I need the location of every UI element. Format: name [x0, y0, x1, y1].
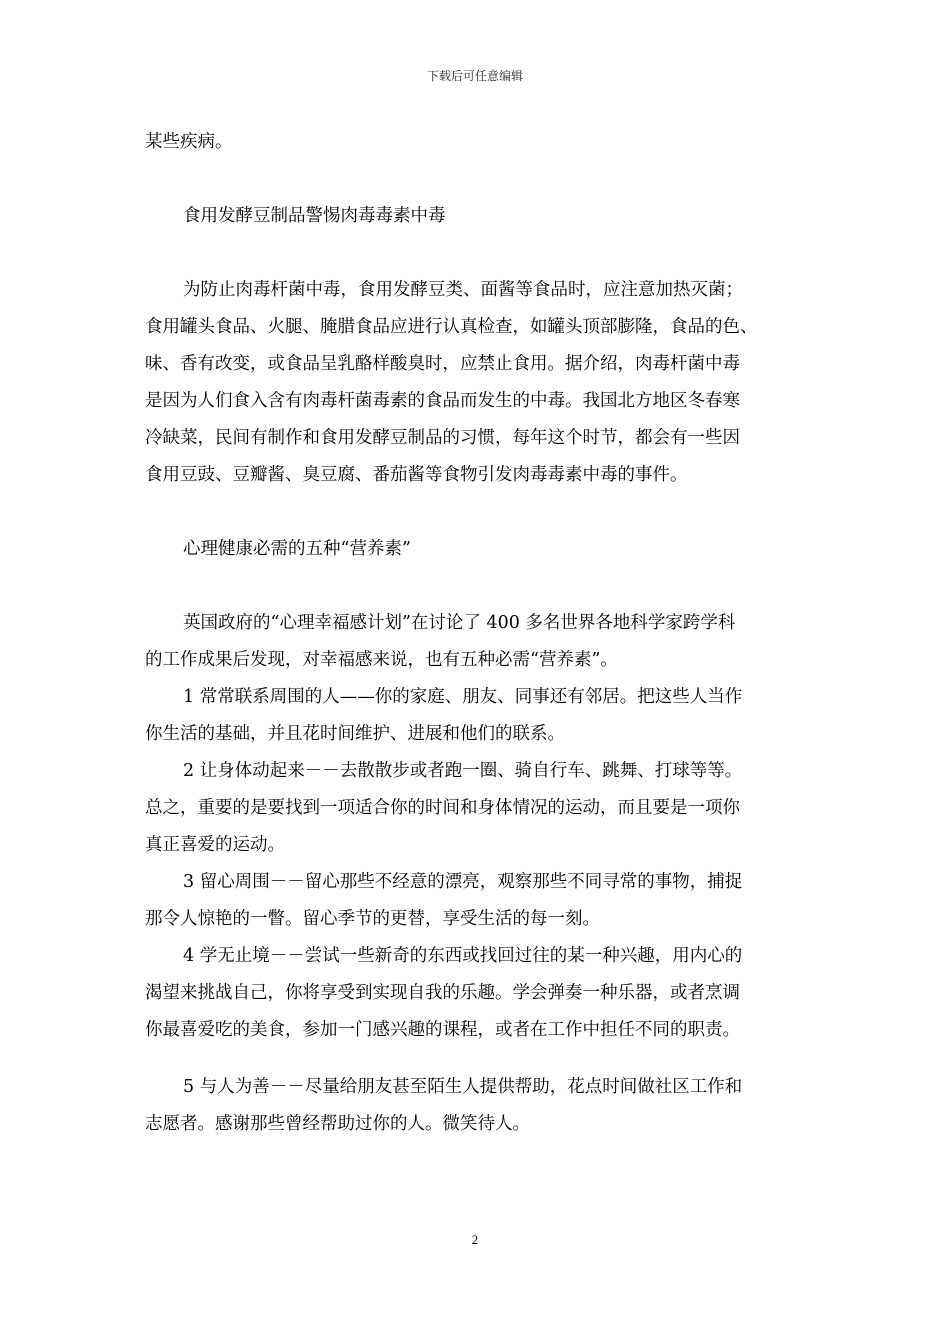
paragraph-line: 为防止肉毒杆菌中毒，食用发酵豆类、面酱等食品时，应注意加热灭菌； — [183, 280, 743, 300]
page-header: 下载后可任意编辑 — [426, 69, 523, 83]
paragraph-line: 英国政府的“心理幸福感计划”在讨论了 400 多名世界各地科学家跨学科 — [183, 613, 736, 633]
list-item-line: 5 与人为善－－尽量给朋友甚至陌生人提供帮助，花点时间做社区工作和 — [183, 1077, 743, 1097]
list-item-line: 1 常常联系周围的人——你的家庭、朋友、同事还有邻居。把这些人当作 — [183, 687, 743, 707]
section-heading: 食用发酵豆制品警惕肉毒毒素中毒 — [183, 206, 446, 226]
list-item-line: 2 让身体动起来－－去散散步或者跑一圈、骑自行车、跳舞、打球等等。 — [183, 761, 743, 781]
paragraph-line: 冷缺菜，民间有制作和食用发酵豆制品的习惯，每年这个时节，都会有一些因 — [145, 428, 740, 448]
paragraph-line: 的工作成果后发现，对幸福感来说，也有五种必需“营养素”。 — [145, 650, 618, 670]
paragraph-line: 是因为人们食入含有肉毒杆菌毒素的食品而发生的中毒。我国北方地区冬春寒 — [145, 391, 740, 411]
section-heading: 心理健康必需的五种“营养素” — [183, 539, 411, 559]
list-item-line: 真正喜爱的运动。 — [145, 835, 285, 855]
text-line: 某些疾病。 — [145, 132, 233, 152]
list-item-line: 4 学无止境－－尝试一些新奇的东西或找回过往的某一种兴趣，用内心的 — [183, 946, 743, 966]
paragraph-line: 食用罐头食品、火腿、腌腊食品应进行认真检查，如罐头顶部膨隆，食品的色、 — [145, 317, 758, 337]
list-item-line: 你最喜爱吃的美食，参加一门感兴趣的课程，或者在工作中担任不同的职责。 — [145, 1020, 740, 1040]
list-item-line: 志愿者。感谢那些曾经帮助过你的人。微笑待人。 — [145, 1114, 530, 1134]
paragraph-line: 食用豆豉、豆瓣酱、臭豆腐、番茄酱等食物引发肉毒毒素中毒的事件。 — [145, 465, 688, 485]
list-item-line: 总之，重要的是要找到一项适合你的时间和身体情况的运动，而且要是一项你 — [145, 798, 740, 818]
list-item-line: 你生活的基础，并且花时间维护、进展和他们的联系。 — [145, 724, 565, 744]
paragraph-line: 味、香有改变，或食品呈乳酪样酸臭时，应禁止食用。据介绍，肉毒杆菌中毒 — [145, 354, 740, 374]
list-item-line: 3 留心周围－－留心那些不经意的漂亮，观察那些不同寻常的事物，捕捉 — [183, 872, 743, 892]
document-body — [145, 124, 813, 1143]
list-item-line: 那令人惊艳的一瞥。留心季节的更替，享受生活的每一刻。 — [145, 909, 600, 929]
list-item-line: 渴望来挑战自己，你将享受到实现自我的乐趣。学会弹奏一种乐器，或者烹调 — [145, 983, 740, 1003]
page-number: 2 — [471, 1232, 479, 1247]
